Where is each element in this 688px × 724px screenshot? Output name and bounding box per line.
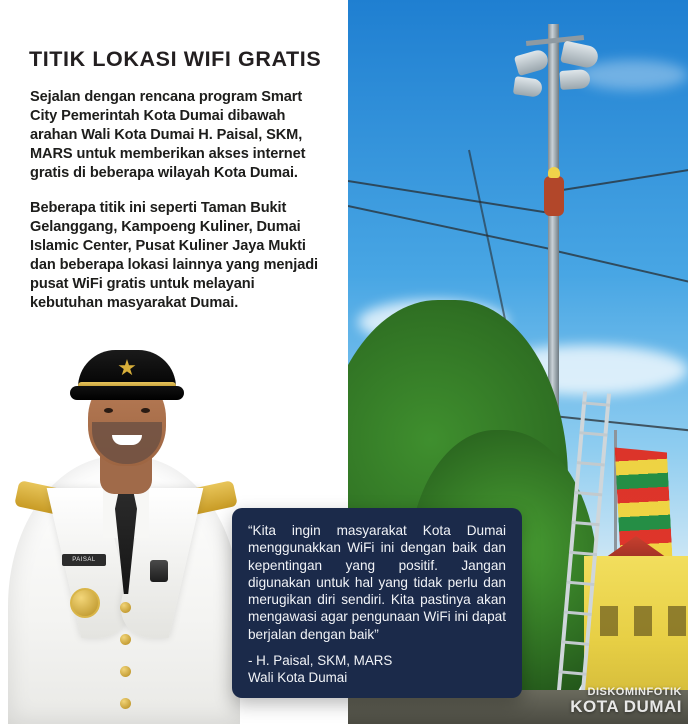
uniform-button bbox=[120, 666, 131, 677]
quote-card bbox=[232, 508, 522, 698]
page-title: TITIK LOKASI WIFI GRATIS bbox=[29, 47, 322, 71]
loudspeaker-icon bbox=[559, 69, 590, 90]
eye-right bbox=[141, 408, 150, 413]
gold-insignia bbox=[70, 588, 100, 618]
garuda-emblem-icon: ★ bbox=[117, 355, 137, 380]
watermark-line-2: KOTA DUMAI bbox=[570, 697, 682, 717]
power-wire bbox=[348, 205, 559, 252]
technician-worker bbox=[544, 176, 564, 216]
body-paragraph-1: Sejalan dengan rencana program Smart City Pemerintah Kota Dumai dibawah arahan Wali Kota Dumai H. Paisal, SKM, MARS untuk memberikan akses internet gratis di beberapa wilayah Kota Dumai. bbox=[30, 89, 306, 181]
mayor-portrait bbox=[0, 338, 250, 724]
agency-watermark bbox=[570, 687, 682, 716]
building-window bbox=[668, 606, 686, 636]
uniform-button bbox=[120, 602, 131, 613]
nameplate: PAISAL bbox=[62, 554, 106, 566]
quote-text: “Kita ingin masyarakat Kota Dumai menggunakkan WiFi ini dengan baik dan kepentingan yang positif. Jangan digunakan untuk hal yang tidak perlu dan merugikan diri sendiri. Kita pastinya akan mengawasi agar pengunaan WiFi ini dapat berjalan dengan baik” bbox=[248, 523, 506, 642]
watermark-line-1: DISKOMINFOTIK bbox=[587, 685, 682, 698]
building-window bbox=[600, 606, 618, 636]
quote-author-name: - H. Paisal, SKM, MARS bbox=[248, 652, 393, 668]
power-wire bbox=[348, 180, 561, 216]
quote-author-title: Wali Kota Dumai bbox=[248, 669, 348, 685]
uniform-button bbox=[120, 634, 131, 645]
loudspeaker-icon bbox=[513, 76, 543, 98]
body-paragraph-2: Beberapa titik ini seperti Taman Bukit Gelanggang, Kampoeng Kuliner, Dumai Islamic Center, Pusat Kuliner Jaya Mukti dan beberapa lokasi lainnya yang menjadi pusat WiFi gratis untuk melayani kebutuhan masyarakat Dumai. bbox=[30, 200, 318, 311]
uniform-button bbox=[120, 698, 131, 709]
power-wire bbox=[553, 415, 688, 432]
service-medal bbox=[150, 560, 168, 582]
eye-left bbox=[104, 408, 113, 413]
loudspeaker-icon bbox=[514, 48, 550, 76]
building-window bbox=[634, 606, 652, 636]
cap-brim bbox=[70, 386, 184, 400]
power-wire bbox=[556, 250, 688, 283]
power-wire bbox=[556, 168, 688, 192]
